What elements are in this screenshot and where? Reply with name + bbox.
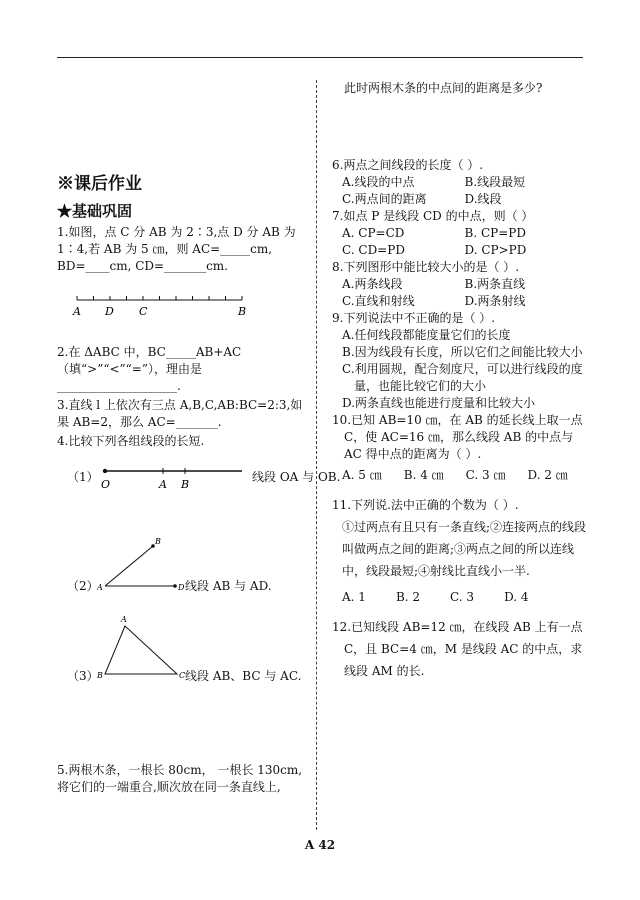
q4-item-2-number: （2）: [67, 579, 99, 593]
q4-fig-2: [97, 524, 197, 599]
q8-options: [332, 276, 587, 310]
q9-option-b: B.因为线段有长度，所以它们之间能比较大小: [342, 345, 583, 359]
section-title: ※课后作业: [57, 174, 142, 194]
q6-stem: 6.两点之间线段的长度（ ）.: [332, 158, 484, 172]
q4-item-3-number: （3）: [67, 669, 99, 683]
q1-segment-figure: [57, 275, 307, 335]
q11-option-a: A. 1: [342, 590, 366, 604]
q8-stem: 8.下列图形中能比较大小的是（ ）.: [332, 260, 520, 274]
q7-options: [332, 225, 587, 259]
q10-options: [332, 467, 587, 484]
q7-option-b: B. CP=PD: [464, 226, 526, 240]
q8-option-a: A.两条线段: [342, 277, 403, 291]
q10-option-c: C. 3 ㎝: [465, 468, 506, 482]
q6-option-a: A.线段的中点: [342, 175, 415, 189]
question-10: [332, 412, 587, 484]
question-1: 1.如图，点 C 分 AB 为 2∶3,点 D 分 AB 为 1∶4,若 AB 为 5 ㎝，则 AC=_____cm, BD=____cm, CD=_______cm.: [57, 225, 296, 273]
q4-item-1-number: （1）: [67, 470, 99, 484]
q11-stem: 11.下列说.法中正确的个数为（ ）.: [332, 498, 519, 512]
q6-option-b: B.线段最短: [464, 175, 526, 189]
q7-option-c: C. CD=PD: [342, 243, 405, 257]
q8-option-b: B.两条直线: [464, 277, 526, 291]
top-rule: [57, 57, 583, 58]
label-b: B: [181, 478, 190, 491]
question-6: [332, 157, 587, 208]
label-b-fig2: B: [155, 537, 161, 546]
label-c-fig3: C: [179, 671, 186, 680]
label-a-fig3: A: [121, 615, 127, 624]
question-5-continued: 此时两根木条的中点间的距离是多少?: [344, 81, 543, 95]
question-4: 4.比较下列各组线段的长短.: [57, 434, 205, 448]
q7-option-a: A. CP=CD: [342, 226, 405, 240]
q9-option-a: A.任何线段都能度量它们的长度: [342, 328, 511, 342]
q4-item-3-desc: 线段 AB、BC 与 AC.: [185, 669, 302, 683]
segment-ab-fig2: [105, 546, 153, 586]
left-column: [57, 80, 341, 796]
q7-option-d: D. CP>PD: [464, 243, 527, 257]
triangle-abc: [105, 626, 177, 674]
q4-item-1-desc: 线段 OA 与 OB.: [252, 470, 341, 484]
q10-stem: 10.已知 AB=10 ㎝，在 AB 的延长线上取一点 C，使 AC=16 ㎝，那么线段 AB 的中点与 AC 得中点的距离为（ ）.: [332, 413, 583, 461]
q8-option-c: C.直线和射线: [342, 294, 415, 308]
q7-stem: 7.如点 P 是线段 CD 的中点，则（ ）: [332, 209, 534, 223]
question-11: [332, 494, 587, 608]
subsection-title: ★基础巩固: [57, 202, 133, 220]
q6-options: [332, 174, 587, 208]
q10-option-a: A. 5 ㎝: [342, 468, 382, 482]
question-7: [332, 208, 587, 259]
question-9: [332, 310, 587, 412]
q4-item-2-desc: 线段 AB 与 AD.: [185, 579, 272, 593]
column-divider: [316, 80, 317, 830]
q4-fig-3: [97, 612, 197, 687]
question-8: [332, 259, 587, 310]
q11-option-d: D. 4: [504, 590, 529, 604]
question-12: 12.已知线段 AB=12 ㎝，在线段 AB 上有一点 C，且 BC=4 ㎝，M 是线段 AC 的中点，求线段 AM 的长.: [332, 620, 583, 678]
point-o: [103, 469, 107, 473]
label-b-fig3: B: [97, 671, 103, 680]
point-label-a: A: [73, 305, 81, 318]
q4-item-3: [57, 612, 307, 692]
label-o: O: [101, 478, 111, 491]
question-3: 3.直线 l 上依次有三点 A,B,C,AB:BC=2:3,如果 AB=2，那么 AC=_______.: [57, 398, 303, 429]
q11-option-c: C. 3: [450, 590, 475, 604]
question-5: 5.两根木条，一根长 80cm， 一根长 130cm,将它们的一端重合,顺次放在同一条直线上,: [57, 763, 303, 794]
label-a-fig2: A: [97, 583, 103, 592]
point-label-c: C: [139, 305, 148, 318]
question-2: 2.在 ΔABC 中，BC_____AB+AC（填“>”“<”“=”），理由是____________________.: [57, 345, 242, 393]
point-label-d: D: [105, 305, 114, 318]
segment-ticks: [77, 296, 242, 300]
q9-stem: 9.下列说法中不正确的是（ ）.: [332, 311, 496, 325]
right-column: [332, 80, 587, 682]
q11-option-b: B. 2: [395, 590, 421, 604]
label-d-fig2: D: [178, 583, 185, 592]
q10-option-d: D. 2 ㎝: [527, 468, 568, 482]
q9-option-d: D.两条直线也能进行度量和比较大小: [342, 396, 536, 410]
point-label-b: B: [238, 305, 247, 318]
q9-option-c: C.利用圆规，配合刻度尺，可以进行线段的度量，也能比较它们的大小: [342, 362, 583, 393]
q10-option-b: B. 4 ㎝: [403, 468, 444, 482]
q4-item-1: [57, 458, 341, 502]
q4-item-2: [57, 524, 307, 604]
q8-option-d: D.两条射线: [464, 294, 526, 308]
page-number: A 42: [304, 838, 336, 852]
q6-option-d: D.线段: [464, 192, 502, 206]
label-a: A: [159, 478, 167, 491]
q11-options: [332, 586, 587, 608]
q6-option-c: C.两点间的距离: [342, 192, 427, 206]
q4-fig-1: [97, 458, 247, 498]
q11-body: ①过两点有且只有一条直线;②连接两点的线段叫做两点之间的距离;③两点之间的所以连线中，线段最短;④射线比直线小一半.: [342, 520, 587, 578]
